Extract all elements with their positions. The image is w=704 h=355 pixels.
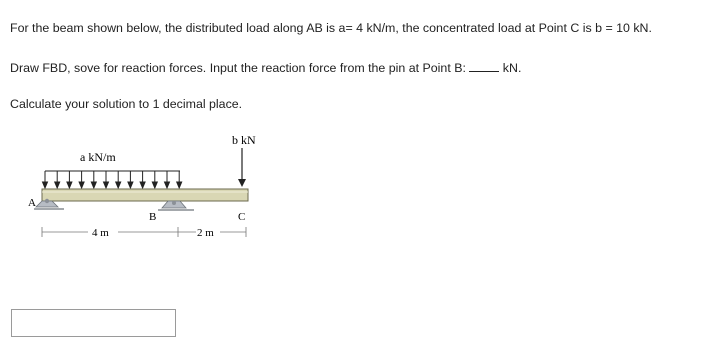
support-b — [158, 201, 194, 210]
load-arrow-head — [116, 182, 121, 188]
load-arrow-head — [140, 182, 145, 188]
point-load-label: b kN — [232, 133, 256, 147]
load-arrow-head — [165, 182, 170, 188]
load-arrow-head — [152, 182, 157, 188]
dimension-ab: 4 m — [92, 227, 109, 239]
label-b: B — [149, 211, 157, 223]
dimension-bc: 2 m — [197, 227, 214, 239]
load-arrow-head — [104, 182, 109, 188]
answer-blank — [469, 62, 499, 72]
load-arrow-head — [79, 182, 84, 188]
question-line-2-text: Draw FBD, sove for reaction forces. Input the reaction force from the pin at Point B: — [10, 61, 470, 75]
dimension-lines — [42, 227, 246, 237]
load-arrow-head — [67, 182, 72, 188]
load-arrow-head — [91, 182, 96, 188]
load-arrow-head — [177, 182, 182, 188]
label-a: A — [28, 197, 36, 209]
answer-input[interactable] — [11, 309, 176, 337]
question-line-2 — [10, 61, 521, 75]
question-line-2-unit: kN. — [499, 61, 522, 75]
load-arrow-head — [128, 182, 133, 188]
label-c: C — [238, 211, 246, 223]
load-arrow-head — [55, 182, 60, 188]
distributed-load-label: a kN/m — [80, 150, 116, 164]
question-line-1: For the beam shown below, the distributed load along AB is a= 4 kN/m, the concentrated load at Point C is b = 10 kN. — [10, 21, 652, 35]
distributed-load-arrows — [43, 171, 182, 188]
point-load-arrow — [238, 148, 246, 187]
beam-diagram — [28, 128, 278, 248]
question-line-3: Calculate your solution to 1 decimal place. — [10, 97, 243, 111]
beam — [42, 189, 248, 201]
load-arrow-head — [43, 182, 48, 188]
